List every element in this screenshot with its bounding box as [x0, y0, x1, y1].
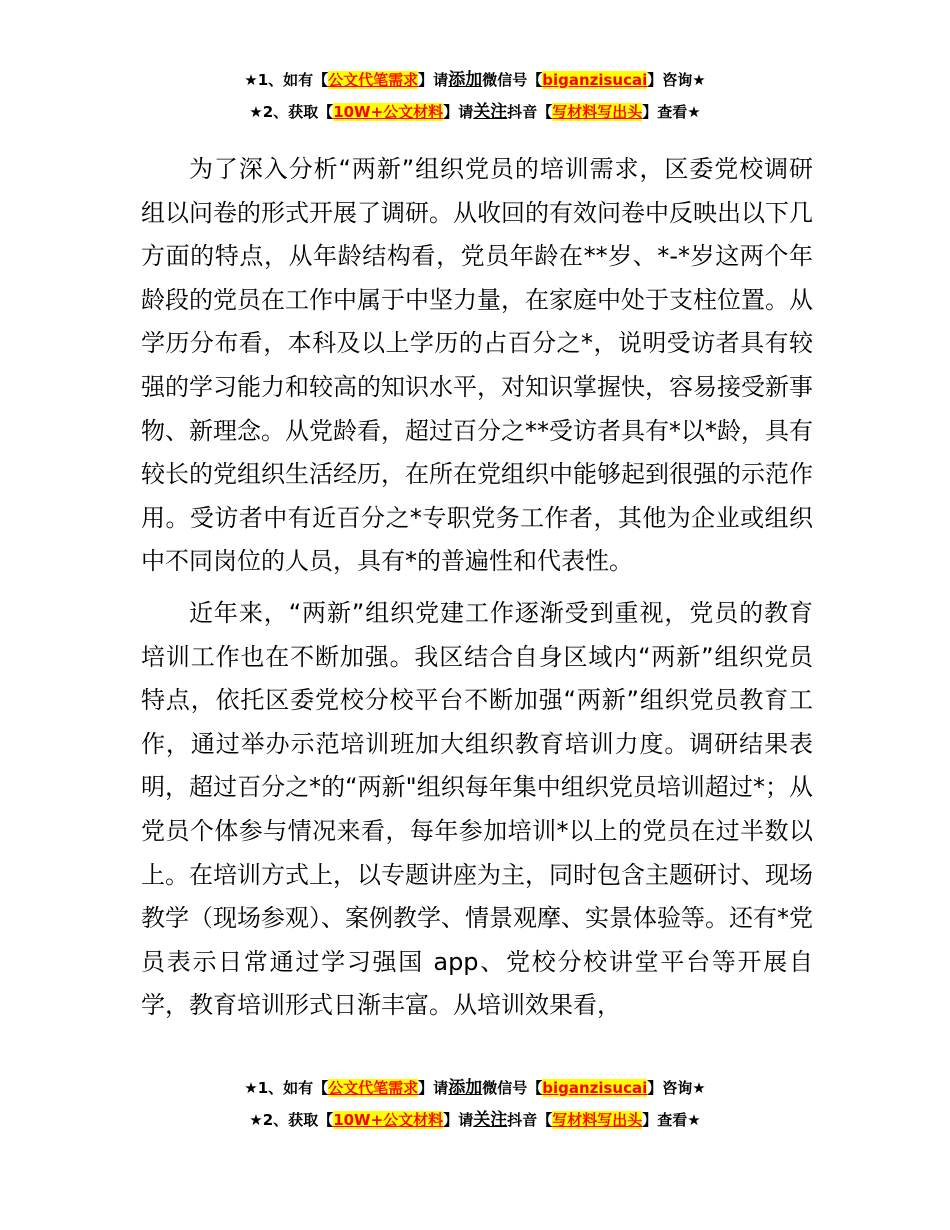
promo-line-1-middle-2: 微信号【 — [482, 71, 543, 89]
promo-line-1 — [0, 64, 950, 96]
footer-promo-line-2-highlight-materials: 10W+公文材料 — [333, 1111, 444, 1129]
promo-line-2-middle: 】请 — [443, 103, 474, 121]
paragraph-training-status: 近年来，“两新”组织党建工作逐渐受到重视，党员的教育培训工作也在不断加强。我区结合自身区域内“两新”组织党员特点，依托区委党校分校平台不断加强“两新”组织党员教育工作，通过举办示范培训班加大组织教育培训力度。调研结果表明，超过百分之*的“两新"组织每年集中组织党员培训超过*；从党员个体参与情况来看，每年参加培训*以上的党员在过半数以上。在培训方式上，以专题讲座为主，同时包含主题研讨、现场教学（现场参观）、案例教学、情景观摩、实景体验等。还有*党员表示日常通过学习强国 app、党校分校讲堂平台等开展自学，教育培训形式日渐丰富。从培训效果看， — [141, 598, 813, 1020]
footer-promo-line-2-emphasis: 关注 — [473, 1110, 508, 1130]
footer-promo-line-1-highlight-wechat: biganzisucai — [542, 1079, 648, 1097]
footer-promo-line-2-middle: 】请 — [443, 1111, 474, 1129]
promo-line-2-highlight-douyin: 写材料写出头 — [552, 103, 643, 121]
promo-line-2 — [0, 96, 950, 128]
promo-line-2-suffix: 】查看★ — [642, 103, 701, 121]
footer-promo-line-1-highlight-service: 公文代笔需求 — [328, 1079, 419, 1097]
footer-promo-line-2-highlight-douyin: 写材料写出头 — [552, 1111, 643, 1129]
promo-line-1-highlight-wechat: biganzisucai — [542, 71, 648, 89]
promo-line-1-suffix: 】咨询★ — [647, 71, 706, 89]
header-promo-banner — [0, 64, 950, 128]
footer-promo-line-2 — [0, 1104, 950, 1136]
promo-line-1-prefix: ★1、如有【 — [244, 71, 329, 89]
promo-line-1-emphasis: 添加 — [448, 70, 483, 90]
footer-promo-line-1-middle-2: 微信号【 — [482, 1079, 543, 1097]
promo-line-2-middle-2: 抖音【 — [507, 103, 553, 121]
promo-line-1-highlight-service: 公文代笔需求 — [328, 71, 419, 89]
footer-promo-line-2-middle-2: 抖音【 — [507, 1111, 553, 1129]
promo-line-2-highlight-materials: 10W+公文材料 — [333, 103, 444, 121]
promo-line-1-middle: 】请 — [418, 71, 449, 89]
footer-promo-line-2-prefix: ★2、获取【 — [249, 1111, 334, 1129]
paragraph-training-needs-survey: 为了深入分析“两新”组织党员的培训需求，区委党校调研组以问卷的形式开展了调研。从收回的有效问卷中反映出以下几方面的特点，从年龄结构看，党员年龄在**岁、*-*岁这两个年龄段的党员在工作中属于中坚力量，在家庭中处于支柱位置。从学历分布看，本科及以上学历的占百分之*，说明受访者具有较强的学习能力和较高的知识水平，对知识掌握快，容易接受新事物、新理念。从党龄看，超过百分之**受访者具有*以*龄，具有较长的党组织生活经历，在所在党组织中能够起到很强的示范作用。受访者中有近百分之*专职党务工作者，其他为企业或组织中不同岗位的人员，具有*的普遍性和代表性。 — [141, 155, 813, 576]
promo-line-2-emphasis: 关注 — [473, 102, 508, 122]
footer-promo-line-2-suffix: 】查看★ — [642, 1111, 701, 1129]
footer-promo-banner — [0, 1072, 950, 1136]
promo-line-2-prefix: ★2、获取【 — [249, 103, 334, 121]
document-body — [141, 148, 813, 1028]
footer-promo-line-1-suffix: 】咨询★ — [647, 1079, 706, 1097]
footer-promo-line-1-emphasis: 添加 — [448, 1078, 483, 1098]
footer-promo-line-1-middle: 】请 — [418, 1079, 449, 1097]
footer-promo-line-1 — [0, 1072, 950, 1104]
footer-promo-line-1-prefix: ★1、如有【 — [244, 1079, 329, 1097]
